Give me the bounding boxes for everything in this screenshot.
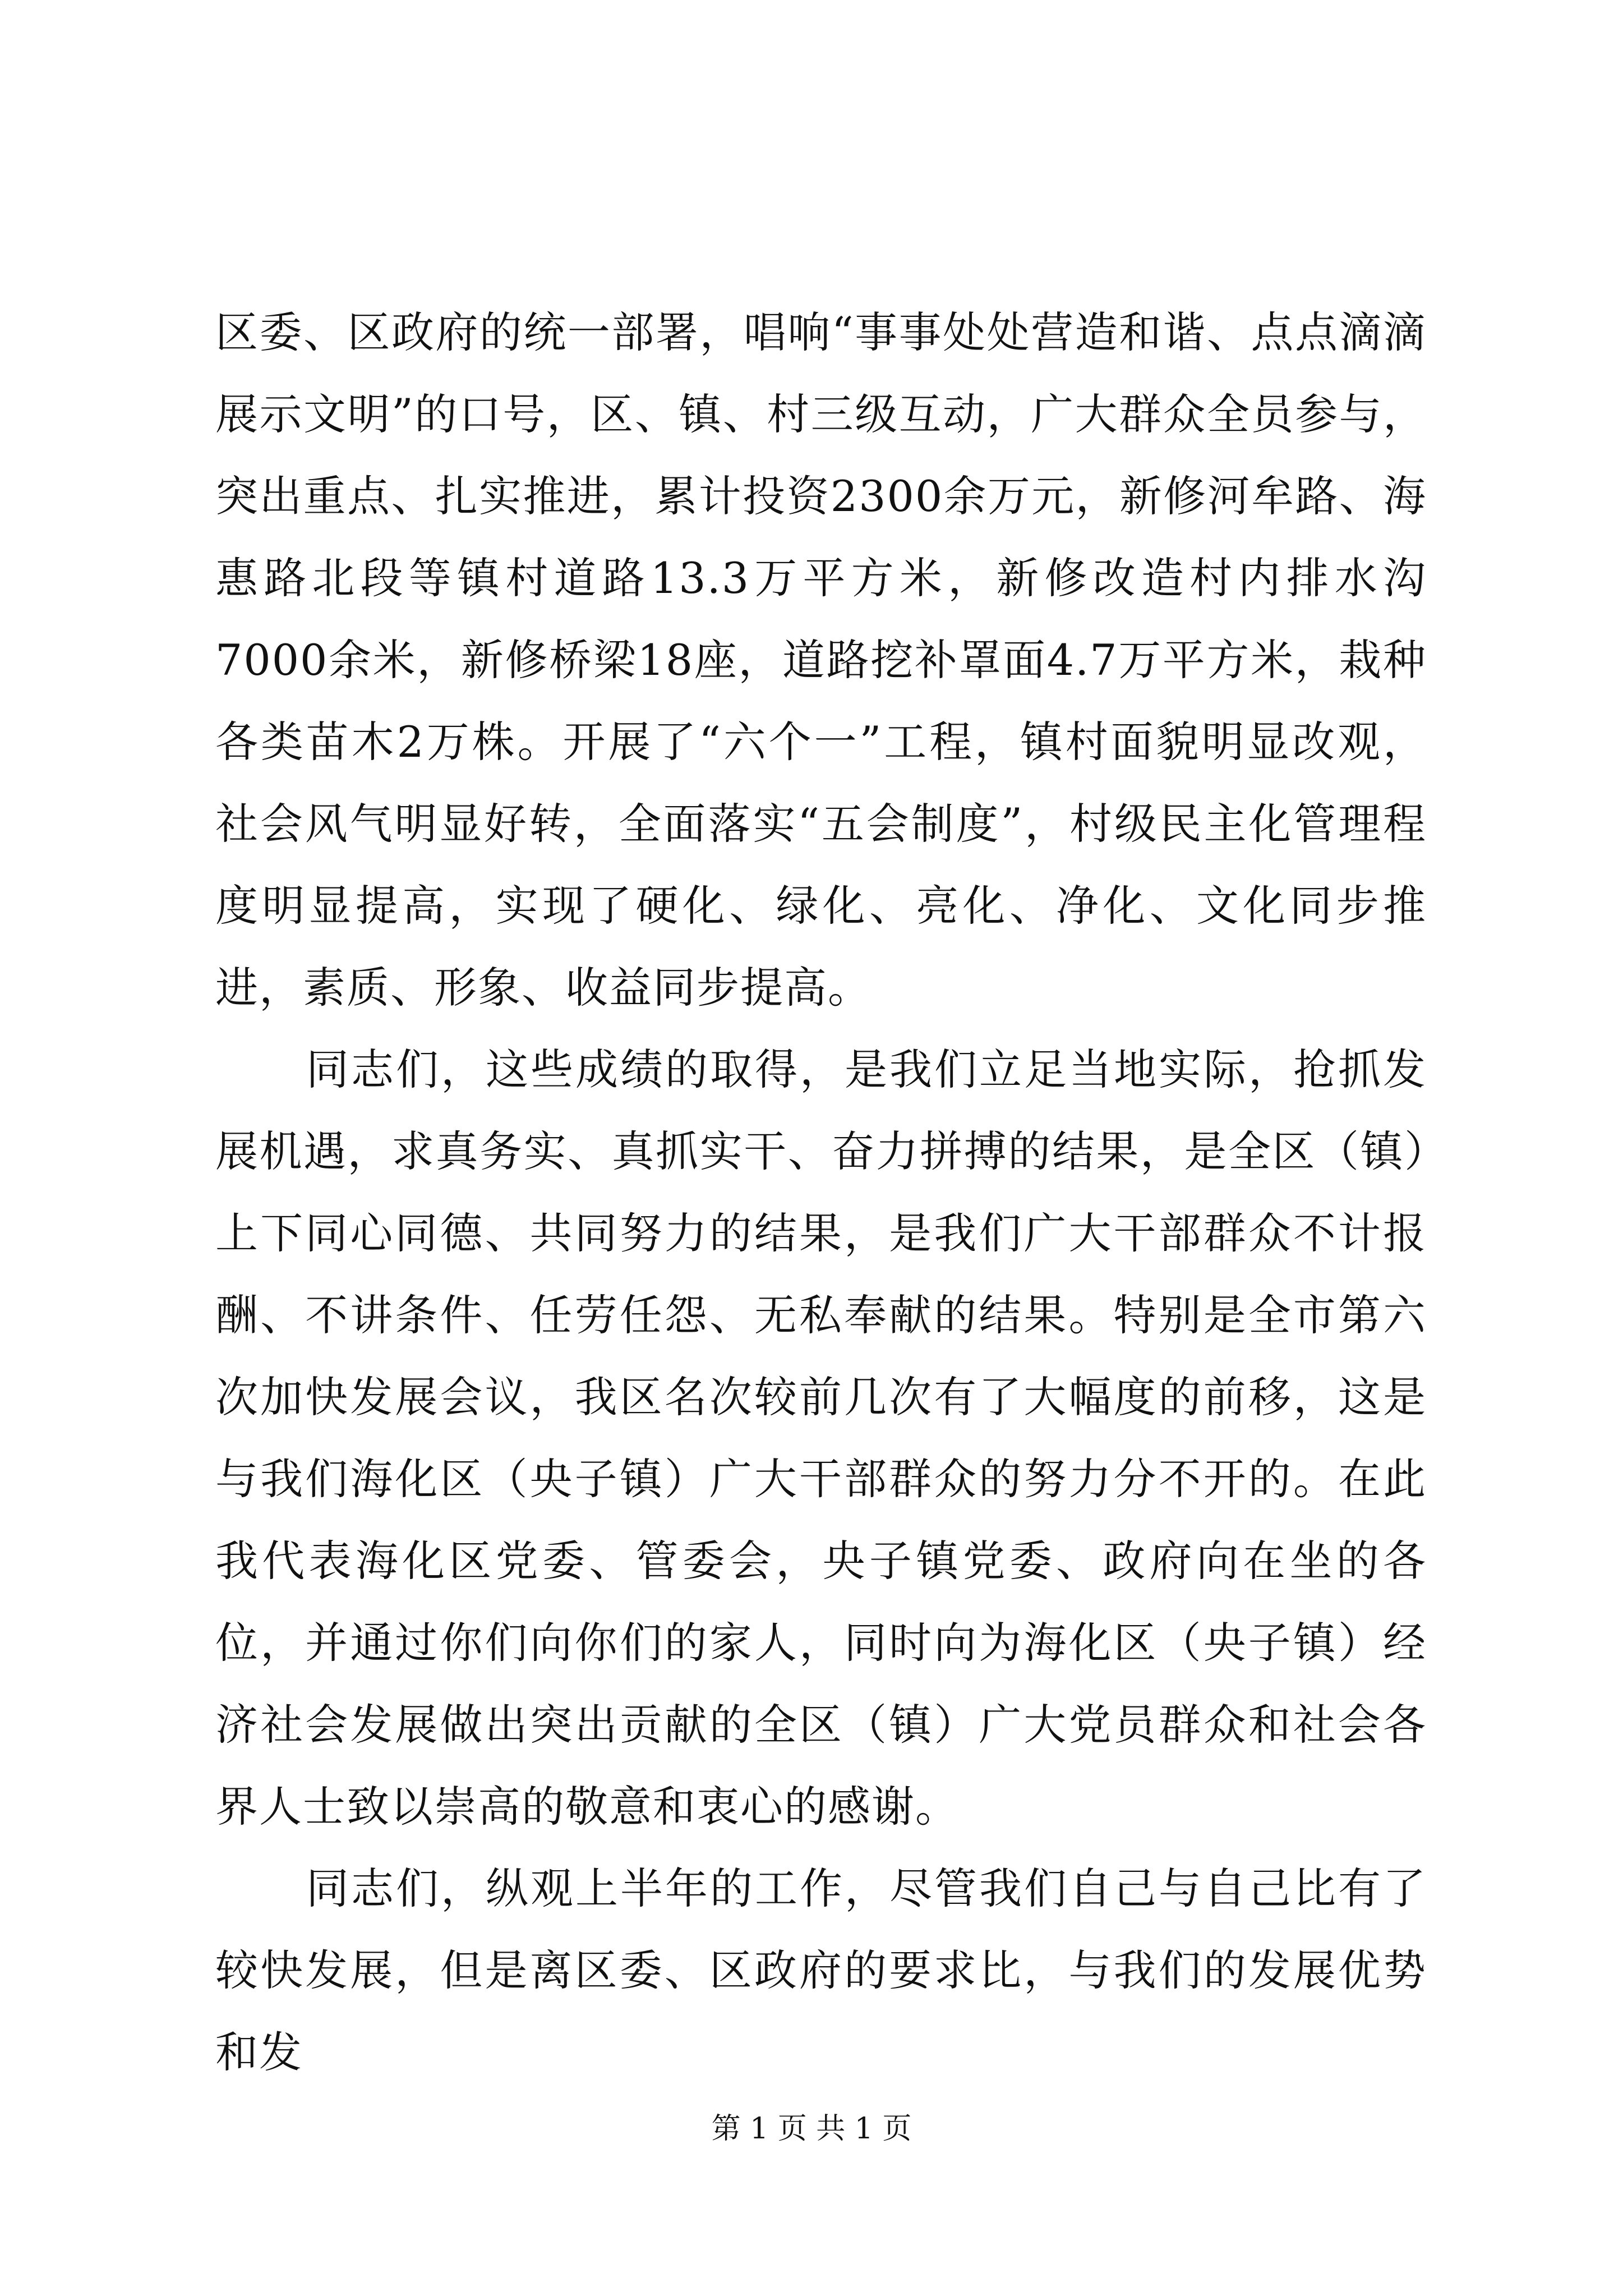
document-body (215, 292, 1427, 2093)
page-number-label: 第 1 页 共 1 页 (711, 2112, 912, 2146)
paragraph-1: 区委、区政府的统一部署，唱响“事事处处营造和谐、点点滴滴展示文明”的口号，区、镇、村三级互动，广大群众全员参与，突出重点、扎实推进，累计投资2300余万元，新修河牟路、海惠路北段等镇村道路13.3万平方米，新修改造村内排水沟7000余米，新修桥梁18座，道路挖补罩面4.7万平方米，栽种各类苗木2万株。开展了“六个一”工程，镇村面貌明显改观，社会风气明显好转，全面落实“五会制度”，村级民主化管理程度明显提高，实现了硬化、绿化、亮化、净化、文化同步推进，素质、形象、收益同步提高。 (215, 307, 1427, 1013)
page-footer (0, 2109, 1623, 2148)
paragraph-3: 同志们，纵观上半年的工作，尽管我们自己与自己比有了较快发展，但是离区委、区政府的要求比，与我们的发展优势和发 (215, 1864, 1427, 2077)
paragraph-2: 同志们，这些成绩的取得，是我们立足当地实际，抢抓发展机遇，求真务实、真抓实干、奋力拼搏的结果，是全区（镇）上下同心同德、共同努力的结果，是我们广大干部群众不计报酬、不讲条件、任劳任怨、无私奉献的结果。特别是全市第六次加快发展会议，我区名次较前几次有了大幅度的前移，这是与我们海化区（央子镇）广大干部群众的努力分不开的。在此我代表海化区党委、管委会，央子镇党委、政府向在坐的各位，并通过你们向你们的家人，同时向为海化区（央子镇）经济社会发展做出突出贡献的全区（镇）广大党员群众和社会各界人士致以崇高的敬意和衷心的感谢。 (215, 1045, 1427, 1832)
